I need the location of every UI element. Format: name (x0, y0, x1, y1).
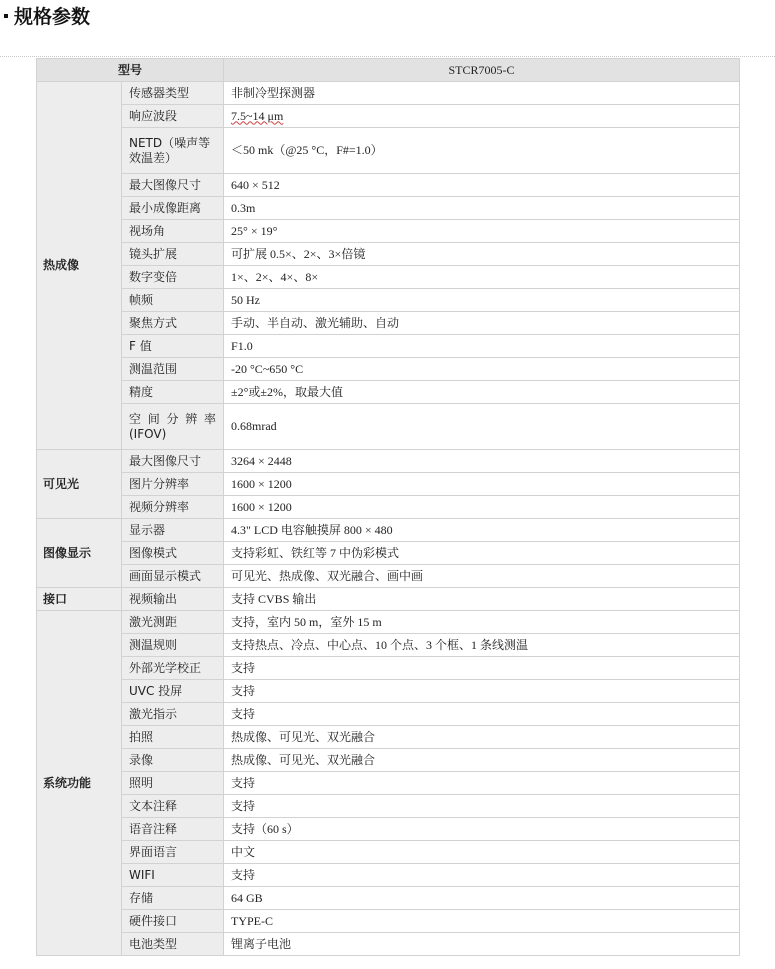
table-row (37, 864, 740, 887)
row-value: 支持 (224, 703, 740, 726)
row-value: 锂离子电池 (224, 933, 740, 956)
model-value: STCR7005-C (224, 59, 740, 82)
row-value: 手动、半自动、激光辅助、自动 (224, 312, 740, 335)
table-row (37, 381, 740, 404)
row-label: 视场角 (122, 220, 224, 243)
row-label: 存储 (122, 887, 224, 910)
row-value: 1600 × 1200 (224, 473, 740, 496)
table-row (37, 818, 740, 841)
row-label: 精度 (122, 381, 224, 404)
row-label: 画面显示模式 (122, 565, 224, 588)
table-row (37, 404, 740, 450)
group-label: 接口 (37, 588, 122, 611)
row-value: 1600 × 1200 (224, 496, 740, 519)
header-label: 型号 (37, 59, 224, 82)
table-row (37, 611, 740, 634)
table-row (37, 128, 740, 174)
row-label: 界面语言 (122, 841, 224, 864)
row-label: 语音注释 (122, 818, 224, 841)
row-label: 硬件接口 (122, 910, 224, 933)
row-label: 测温范围 (122, 358, 224, 381)
row-label: 最小成像距离 (122, 197, 224, 220)
spec-table (36, 58, 740, 956)
row-label: 最大图像尺寸 (122, 450, 224, 473)
table-row (37, 473, 740, 496)
row-value: 支持热点、冷点、中心点、10 个点、3 个框、1 条线测温 (224, 634, 740, 657)
table-row (37, 749, 740, 772)
section-title: 规格参数 (14, 6, 91, 28)
row-label: 电池类型 (122, 933, 224, 956)
row-label: 图像模式 (122, 542, 224, 565)
table-row (37, 243, 740, 266)
table-row (37, 450, 740, 473)
row-label: 图片分辨率 (122, 473, 224, 496)
section-heading (4, 3, 90, 31)
row-value: 640 × 512 (224, 174, 740, 197)
table-row (37, 312, 740, 335)
row-label: 显示器 (122, 519, 224, 542)
bullet-icon (4, 14, 8, 18)
row-value: 热成像、可见光、双光融合 (224, 749, 740, 772)
row-label: 帧频 (122, 289, 224, 312)
table-row (37, 496, 740, 519)
row-value: 7.5~14 μm (224, 105, 740, 128)
table-row (37, 220, 740, 243)
table-row (37, 519, 740, 542)
table-row (37, 588, 740, 611)
row-value: 4.3" LCD 电容触摸屏 800 × 480 (224, 519, 740, 542)
row-label: 测温规则 (122, 634, 224, 657)
divider (0, 56, 775, 57)
group-label: 热成像 (37, 82, 122, 450)
table-row (37, 358, 740, 381)
row-value: 64 GB (224, 887, 740, 910)
row-value: 支持 (224, 772, 740, 795)
row-label: NETD（噪声等效温差） (122, 128, 224, 174)
row-label: 响应波段 (122, 105, 224, 128)
group-label: 系统功能 (37, 611, 122, 956)
row-value: 50 Hz (224, 289, 740, 312)
row-value: 支持（60 s） (224, 818, 740, 841)
row-value: 0.3m (224, 197, 740, 220)
row-value: 中文 (224, 841, 740, 864)
table-row (37, 82, 740, 105)
row-label: WIFI (122, 864, 224, 887)
row-value: 可扩展 0.5×、2×、3×倍镜 (224, 243, 740, 266)
table-row (37, 680, 740, 703)
table-row (37, 795, 740, 818)
table-row (37, 634, 740, 657)
row-value: 支持彩虹、铁红等 7 中伪彩模式 (224, 542, 740, 565)
table-row (37, 197, 740, 220)
row-value: 可见光、热成像、双光融合、画中画 (224, 565, 740, 588)
row-value: 支持 CVBS 输出 (224, 588, 740, 611)
table-row (37, 703, 740, 726)
row-value: -20 °C~650 °C (224, 358, 740, 381)
row-label: F 值 (122, 335, 224, 358)
row-value: 非制冷型探测器 (224, 82, 740, 105)
row-label: 传感器类型 (122, 82, 224, 105)
row-label: 聚焦方式 (122, 312, 224, 335)
row-label: 照明 (122, 772, 224, 795)
row-value: TYPE-C (224, 910, 740, 933)
row-label: UVC 投屏 (122, 680, 224, 703)
row-label: 视频输出 (122, 588, 224, 611)
row-label: 数字变倍 (122, 266, 224, 289)
table-row (37, 542, 740, 565)
row-value: 支持 (224, 657, 740, 680)
row-label: 文本注释 (122, 795, 224, 818)
table-row (37, 565, 740, 588)
table-row (37, 887, 740, 910)
row-value: 0.68mrad (224, 404, 740, 450)
row-value: ＜50 mk（@25 °C，F#=1.0） (224, 128, 740, 174)
row-value: 支持 (224, 680, 740, 703)
table-row (37, 841, 740, 864)
row-value: ±2°或±2%，取最大值 (224, 381, 740, 404)
row-label: 激光指示 (122, 703, 224, 726)
group-label: 图像显示 (37, 519, 122, 588)
row-label: 录像 (122, 749, 224, 772)
table-row (37, 266, 740, 289)
row-value: 支持 (224, 795, 740, 818)
table-row (37, 657, 740, 680)
table-row (37, 910, 740, 933)
row-value: 1×、2×、4×、8× (224, 266, 740, 289)
row-label: 最大图像尺寸 (122, 174, 224, 197)
table-row (37, 335, 740, 358)
row-label: 外部光学校正 (122, 657, 224, 680)
row-label: 镜头扩展 (122, 243, 224, 266)
table-row (37, 933, 740, 956)
row-label: 拍照 (122, 726, 224, 749)
table-row (37, 105, 740, 128)
row-value: 支持，室内 50 m，室外 15 m (224, 611, 740, 634)
table-row (37, 289, 740, 312)
table-row (37, 174, 740, 197)
row-label: 激光测距 (122, 611, 224, 634)
row-value: 3264 × 2448 (224, 450, 740, 473)
row-label (122, 404, 224, 450)
row-value: 热成像、可见光、双光融合 (224, 726, 740, 749)
row-value: 25° × 19° (224, 220, 740, 243)
row-value: 支持 (224, 864, 740, 887)
group-label: 可见光 (37, 450, 122, 519)
row-label: 视频分辨率 (122, 496, 224, 519)
row-label-text: 空间分辨率(IFOV) (129, 411, 217, 441)
table-header-row (37, 59, 740, 82)
table-row (37, 726, 740, 749)
row-value: F1.0 (224, 335, 740, 358)
table-row (37, 772, 740, 795)
